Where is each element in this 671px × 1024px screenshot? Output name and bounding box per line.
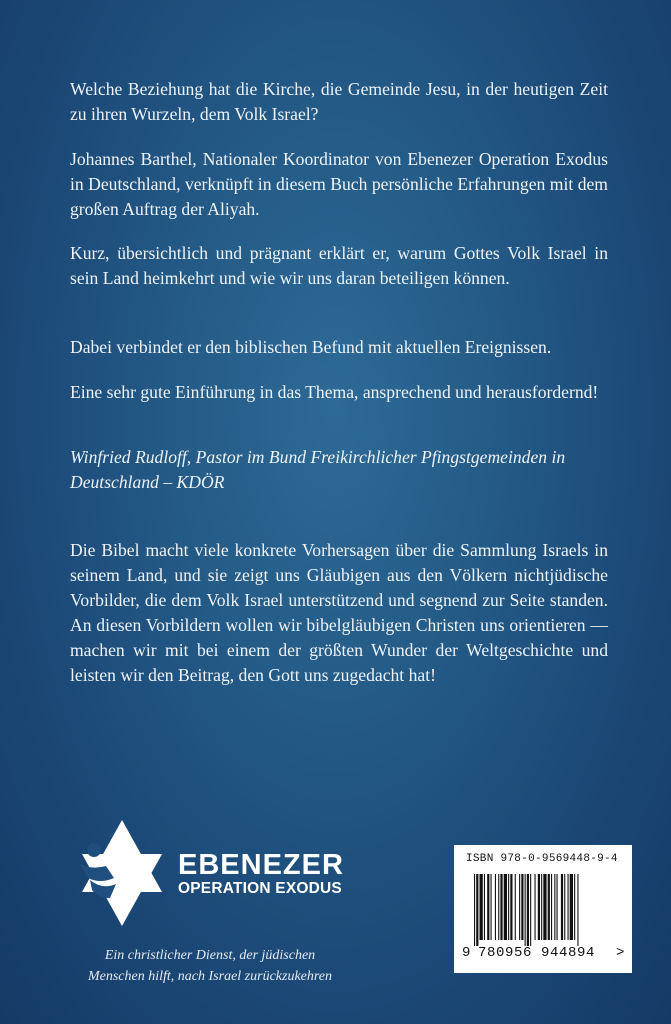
ean-first-digit: 9 <box>462 945 471 961</box>
book-description <box>70 538 608 688</box>
brand-wordmark <box>178 850 344 898</box>
ministry-tagline <box>60 945 360 987</box>
author-description <box>70 147 608 222</box>
ean-arrow: > <box>616 945 625 961</box>
ebenezer-logo <box>70 818 370 928</box>
endorsement-attribution <box>70 445 608 495</box>
isbn-label: ISBN 978-0-9569448-9-4 <box>466 853 618 865</box>
endorsement-attribution-text: Winfried Rudloff, Pastor im Bund Freikirchlicher Pfingstgemeinden in Deutschland – KDÖR <box>70 447 566 492</box>
star-of-david-with-figure-icon <box>70 818 174 928</box>
tagline-line-2: Menschen hilft, nach Israel zurückzukehren <box>87 969 333 984</box>
connection-paragraph <box>70 335 608 360</box>
summary-paragraph-text: Kurz, übersichtlich und prägnant erklärt er, warum Gottes Volk Israel in sein Land heimkehrt und wie wir uns daran beteiligen können. <box>70 243 608 288</box>
isbn-barcode-box <box>454 845 632 973</box>
tagline-line-1: Ein christlicher Dienst, der jüdischen <box>104 948 316 963</box>
author-description-text: Johannes Barthel, Nationaler Koordinator von Ebenezer Operation Exodus in Deutschland, verknüpft in diesem Buch persönliche Erfahrungen mit dem großen Auftrag der Aliyah. <box>70 149 608 219</box>
brand-name: EBENEZER <box>178 849 344 881</box>
intro-question <box>70 77 608 127</box>
brand-subtitle: OPERATION EXODUS <box>178 880 342 897</box>
connection-paragraph-text: Dabei verbindet er den biblischen Befund mit aktuellen Ereignissen. <box>70 337 552 357</box>
book-description-text: Die Bibel macht viele konkrete Vorhersagen über die Sammlung Israels in seinem Land, und sie zeigt uns Gläubigen aus den Völkern nichtjüdische Vorbilder, die dem Volk Israel unterstützend und segnend zur Seite standen. An diesen Vorbildern wollen wir bibelgläubigen Christen uns orientieren — machen wir mit bei einem der größten Wunder der Weltgeschichte und leisten wir den Beitrag, den Gott uns zugedacht hat! <box>70 540 608 685</box>
endorsement-quote-text: Eine sehr gute Einführung in das Thema, ansprechend und herausfordernd! <box>70 382 599 402</box>
summary-paragraph <box>70 241 608 291</box>
barcode-icon <box>474 874 614 946</box>
intro-question-text: Welche Beziehung hat die Kirche, die Gemeinde Jesu, in der heutigen Zeit zu ihren Wurzeln, dem Volk Israel? <box>70 79 608 124</box>
endorsement-quote <box>70 380 608 405</box>
ean-digits: 780956 944894 <box>478 945 596 961</box>
